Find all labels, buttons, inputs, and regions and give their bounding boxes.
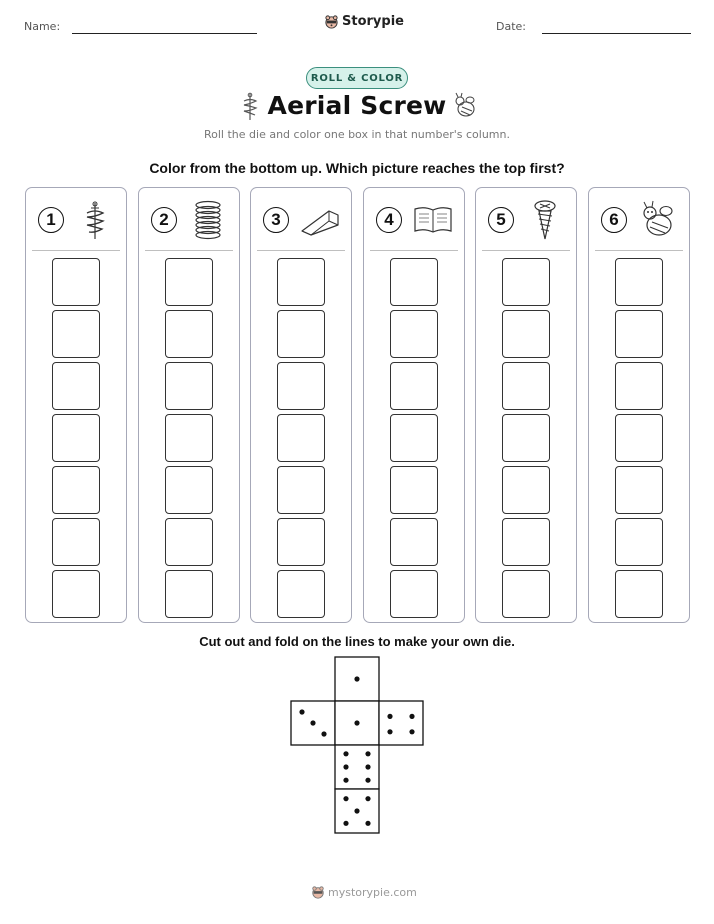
column-divider (257, 250, 345, 251)
column-divider (482, 250, 570, 251)
die-pip (354, 808, 359, 813)
column-number: 5 (488, 207, 514, 233)
roll-column-4 (363, 187, 465, 623)
color-box[interactable] (52, 258, 100, 306)
color-box[interactable] (502, 414, 550, 462)
color-box[interactable] (615, 414, 663, 462)
storypie-mascot-icon (324, 14, 339, 29)
die-pip (343, 821, 348, 826)
bee-icon (452, 92, 478, 120)
column-number: 3 (263, 207, 289, 233)
name-line[interactable] (72, 33, 257, 34)
color-box[interactable] (615, 310, 663, 358)
color-box[interactable] (390, 570, 438, 618)
die-pip (409, 729, 414, 734)
column-divider (32, 250, 120, 251)
column-number: 4 (376, 207, 402, 233)
color-box[interactable] (502, 258, 550, 306)
color-box[interactable] (390, 518, 438, 566)
page-subtitle: Roll the die and color one box in that number's column. (204, 128, 510, 141)
book-icon (412, 199, 454, 241)
die-pip (365, 764, 370, 769)
die-net (290, 656, 426, 836)
roll-column-5 (475, 187, 577, 623)
die-pip (354, 676, 359, 681)
date-line[interactable] (542, 33, 691, 34)
storypie-mascot-icon (311, 885, 325, 899)
color-box[interactable] (52, 310, 100, 358)
die-pip (321, 731, 326, 736)
color-box[interactable] (502, 518, 550, 566)
die-instruction: Cut out and fold on the lines to make your own die. (199, 634, 515, 649)
color-box[interactable] (277, 362, 325, 410)
die-face-6 (335, 745, 379, 789)
column-divider (145, 250, 233, 251)
color-box[interactable] (390, 466, 438, 514)
color-box[interactable] (615, 466, 663, 514)
color-box[interactable] (52, 414, 100, 462)
footer-url[interactable]: mystorypie.com (328, 885, 417, 899)
color-box[interactable] (615, 258, 663, 306)
color-box[interactable] (502, 466, 550, 514)
die-pip (409, 714, 414, 719)
color-box[interactable] (165, 310, 213, 358)
color-box[interactable] (502, 362, 550, 410)
color-box[interactable] (52, 362, 100, 410)
roll-column-2 (138, 187, 240, 623)
color-box[interactable] (390, 258, 438, 306)
date-label: Date: (496, 20, 526, 33)
roll-column-1 (25, 187, 127, 623)
color-box[interactable] (52, 518, 100, 566)
column-number: 1 (38, 207, 64, 233)
page-title: Aerial Screw (267, 91, 447, 120)
die-pip (365, 796, 370, 801)
color-box[interactable] (390, 414, 438, 462)
color-box[interactable] (165, 414, 213, 462)
die-pip (365, 821, 370, 826)
color-box[interactable] (52, 466, 100, 514)
die-face-4 (379, 701, 423, 745)
roll-and-color-badge: ROLL & COLOR (306, 67, 408, 89)
die-pip (299, 709, 304, 714)
die-pip (365, 751, 370, 756)
color-box[interactable] (277, 258, 325, 306)
die-pip (343, 778, 348, 783)
color-box[interactable] (277, 466, 325, 514)
die-pip (354, 720, 359, 725)
column-number: 6 (601, 207, 627, 233)
color-box[interactable] (615, 362, 663, 410)
name-label: Name: (24, 20, 61, 33)
color-box[interactable] (502, 570, 550, 618)
wedge-icon (299, 199, 341, 241)
brand-logo (324, 14, 404, 29)
brand-name: Storypie (342, 14, 404, 29)
spring-icon (187, 199, 229, 241)
color-box[interactable] (165, 258, 213, 306)
roll-column-3 (250, 187, 352, 623)
column-number: 2 (151, 207, 177, 233)
color-box[interactable] (165, 466, 213, 514)
color-box[interactable] (52, 570, 100, 618)
die-pip (343, 751, 348, 756)
column-divider (595, 250, 683, 251)
color-box[interactable] (165, 518, 213, 566)
die-pip (343, 796, 348, 801)
color-box[interactable] (277, 414, 325, 462)
color-box[interactable] (502, 310, 550, 358)
bee-icon (637, 199, 679, 241)
color-box[interactable] (165, 570, 213, 618)
color-box[interactable] (277, 310, 325, 358)
die-pip (310, 720, 315, 725)
die-pip (387, 729, 392, 734)
color-box[interactable] (165, 362, 213, 410)
color-box[interactable] (277, 518, 325, 566)
color-box[interactable] (390, 362, 438, 410)
color-box[interactable] (615, 518, 663, 566)
color-box[interactable] (390, 310, 438, 358)
footer (311, 885, 417, 899)
die-pip (343, 764, 348, 769)
aerial-screw-icon (74, 199, 116, 241)
color-box[interactable] (277, 570, 325, 618)
coloring-instruction: Color from the bottom up. Which picture reaches the top first? (149, 160, 565, 176)
column-divider (370, 250, 458, 251)
screw-icon (524, 199, 566, 241)
die-pip (387, 714, 392, 719)
color-box[interactable] (615, 570, 663, 618)
roll-column-6 (588, 187, 690, 623)
die-pip (365, 778, 370, 783)
